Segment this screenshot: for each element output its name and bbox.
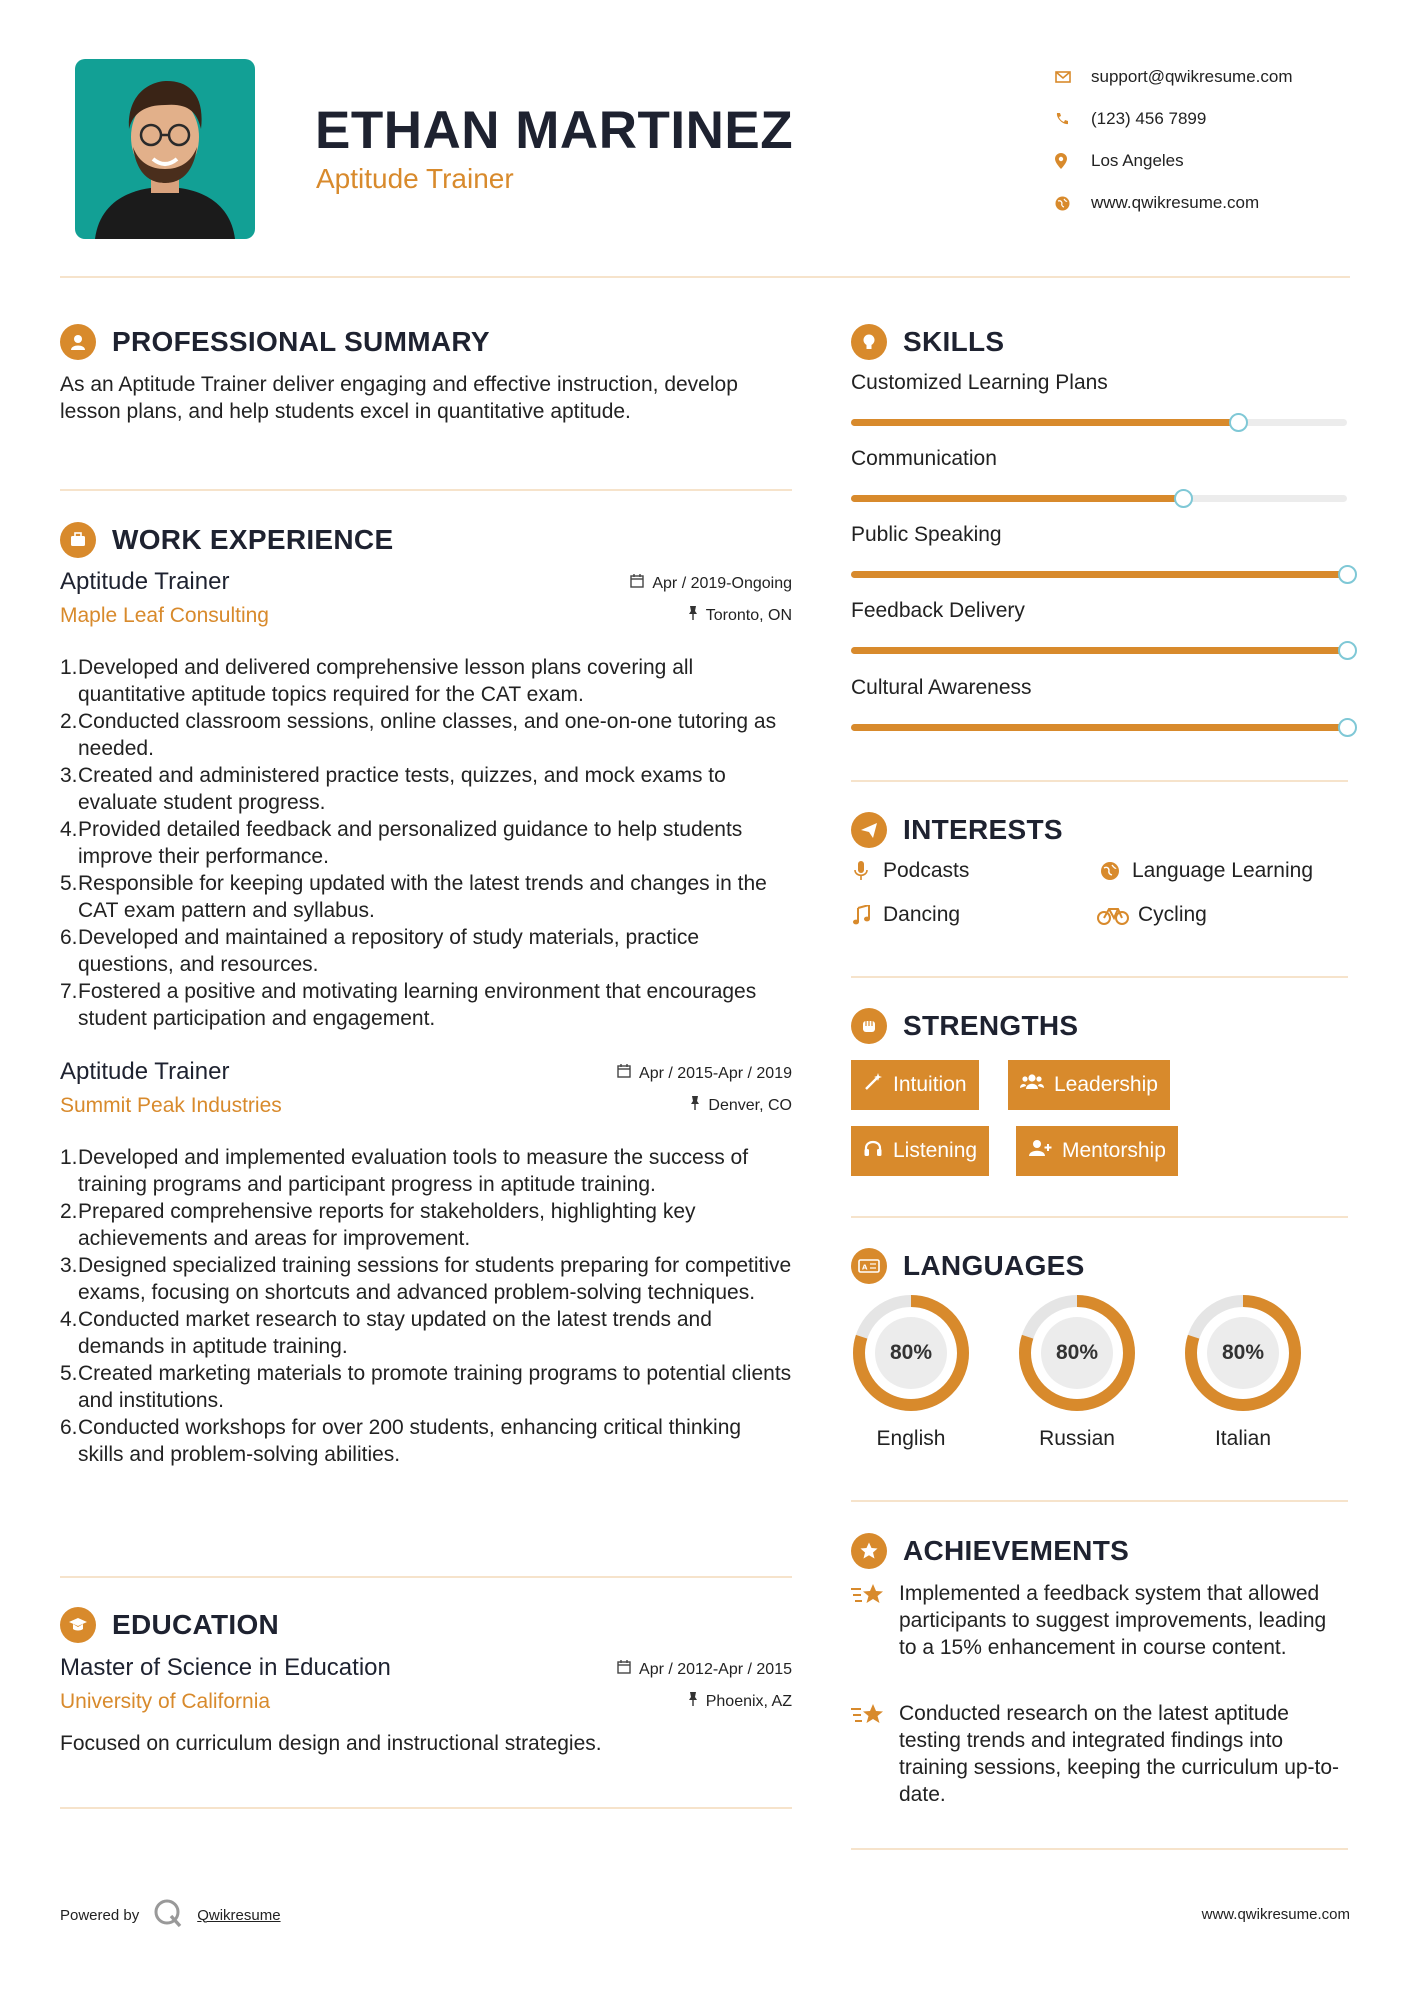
shooting-star-icon	[851, 1580, 885, 1661]
job-entry	[60, 568, 792, 1032]
envelope-icon	[1055, 71, 1091, 83]
strength-label: Intuition	[893, 1073, 967, 1096]
skill-label: Public Speaking	[851, 523, 1002, 546]
language-percent: 80%	[889, 1341, 933, 1364]
globe-icon	[1055, 196, 1091, 211]
languages-heading	[851, 1248, 1085, 1284]
qwikresume-logo-icon	[153, 1898, 183, 1932]
language-name: Russian	[1039, 1427, 1115, 1450]
user-plus-icon	[1028, 1138, 1052, 1164]
contact-email-text: support@qwikresume.com	[1091, 67, 1293, 86]
list-item-text: Prepared comprehensive reports for stakeholders, highlighting key achievements and areas for improvement.	[78, 1200, 696, 1250]
skill-label: Cultural Awareness	[851, 676, 1032, 699]
skill-item	[851, 599, 1351, 654]
microphone-icon	[847, 861, 875, 881]
bicycle-icon	[1096, 905, 1130, 925]
list-item: 2. Prepared comprehensive reports for stakeholders, highlighting key achievements and areas for improvement.	[60, 1198, 792, 1252]
job-date-text: Apr / 2015-Apr / 2019	[639, 1064, 792, 1082]
interest-label: Podcasts	[883, 859, 970, 882]
school: University of California	[60, 1690, 271, 1713]
education-divider	[60, 1807, 792, 1809]
interests-heading	[851, 812, 1063, 848]
list-item-text: Developed and implemented evaluation tools to measure the success of training programs and participant progress in aptitude training.	[78, 1146, 749, 1196]
footer-website[interactable]: www.qwikresume.com	[1201, 1906, 1350, 1923]
job-title: Aptitude Trainer	[60, 568, 230, 595]
language-name: Italian	[1214, 1427, 1272, 1450]
languages-divider	[851, 1500, 1348, 1502]
skill-label: Communication	[851, 447, 997, 470]
user-icon	[60, 324, 96, 360]
achievements-title: ACHIEVEMENTS	[903, 1535, 1130, 1566]
language-item	[849, 1291, 973, 1451]
strength-chip	[851, 1126, 989, 1176]
achievement-text: Implemented a feedback system that allowed participants to suggest improvements, leading to a 15% enhancement in course content.	[899, 1582, 1327, 1659]
star-icon	[851, 1533, 887, 1569]
headphones-icon	[863, 1138, 883, 1164]
list-item-text: Conducted classroom sessions, online classes, and one-on-one tutoring as needed.	[78, 710, 777, 760]
education-location-text: Phoenix, AZ	[705, 1692, 792, 1710]
skill-bar-fill	[851, 495, 1183, 502]
paper-plane-icon	[851, 812, 887, 848]
pushpin-icon	[688, 1692, 698, 1711]
achievement-item	[851, 1700, 1351, 1808]
users-icon	[1020, 1072, 1044, 1098]
skill-item	[851, 371, 1351, 426]
skills-heading	[851, 324, 1004, 360]
job-date	[630, 574, 792, 593]
education-heading	[60, 1607, 279, 1643]
degree: Master of Science in Education	[60, 1654, 391, 1681]
contact-website-text: www.qwikresume.com	[1091, 193, 1260, 212]
language-percent: 80%	[1055, 1341, 1099, 1364]
summary-divider	[60, 489, 792, 491]
skills-divider	[851, 780, 1348, 782]
languages-title: LANGUAGES	[903, 1250, 1085, 1281]
list-item-text: Developed and maintained a repository of study materials, practice questions, and resources.	[78, 926, 699, 976]
interests-divider	[851, 976, 1348, 978]
skill-bar	[851, 647, 1347, 654]
summary-heading	[60, 324, 490, 360]
interest-item	[1096, 859, 1313, 883]
skill-bar-knob	[1174, 489, 1193, 508]
job-entry	[60, 1058, 792, 1468]
svg-text:A: A	[862, 1263, 868, 1272]
skill-bar	[851, 419, 1347, 426]
music-note-icon	[847, 905, 875, 925]
strengths-heading	[851, 1008, 1078, 1044]
contact-block	[1055, 56, 1293, 224]
education-date-text: Apr / 2012-Apr / 2015	[639, 1660, 792, 1678]
skill-bar	[851, 571, 1347, 578]
list-item: 3. Created and administered practice tests, quizzes, and mock exams to evaluate student progress.	[60, 762, 792, 816]
map-pin-icon	[1055, 153, 1091, 169]
experience-heading	[60, 522, 393, 558]
strength-chip	[851, 1060, 979, 1110]
briefcase-icon	[60, 522, 96, 558]
education-location	[688, 1692, 792, 1711]
strength-chip	[1016, 1126, 1178, 1176]
contact-location	[1055, 140, 1293, 182]
list-item: 6. Developed and maintained a repository of study materials, practice questions, and resources.	[60, 924, 792, 978]
education-title: EDUCATION	[112, 1609, 280, 1640]
skills-title: SKILLS	[903, 326, 1005, 357]
skill-item	[851, 523, 1351, 578]
list-item-text: Conducted workshops for over 200 students, enhancing critical thinking skills and problem-solving abilities.	[78, 1416, 742, 1466]
achievement-text: Conducted research on the latest aptitude testing trends and integrated findings into training sessions, keeping the curriculum up-to-date.	[899, 1702, 1340, 1806]
strengths-title: STRENGTHS	[903, 1010, 1079, 1041]
achievements-divider	[851, 1848, 1348, 1850]
language-percent: 80%	[1221, 1341, 1265, 1364]
skill-label: Customized Learning Plans	[851, 371, 1108, 394]
achievement-item	[851, 1580, 1351, 1661]
candidate-role: Aptitude Trainer	[316, 163, 514, 194]
pushpin-icon	[688, 606, 698, 625]
skill-item	[851, 676, 1351, 731]
list-item-text: Designed specialized training sessions for students preparing for competitive exams, focusing on shortcuts and advanced problem-solving techniques.	[78, 1254, 792, 1304]
list-item-text: Fostered a positive and motivating learning environment that encourages student participation and engagement.	[78, 980, 757, 1030]
list-item-text: Developed and delivered comprehensive lesson plans covering all quantitative aptitude topics required for the CAT exam.	[78, 656, 694, 706]
shooting-star-icon	[851, 1700, 885, 1808]
strengths-divider	[851, 1216, 1348, 1218]
skill-bar-knob	[1338, 718, 1357, 737]
skill-bar-fill	[851, 647, 1347, 654]
contact-email[interactable]	[1055, 56, 1293, 98]
education-date	[617, 1660, 792, 1679]
skill-item	[851, 447, 1351, 502]
list-item: 7. Fostered a positive and motivating learning environment that encourages student participation and engagement.	[60, 978, 792, 1032]
contact-website[interactable]	[1055, 182, 1293, 224]
contact-phone[interactable]	[1055, 98, 1293, 140]
job-company: Summit Peak Industries	[60, 1094, 282, 1117]
list-item: 5. Created marketing materials to promote training programs to potential clients and institutions.	[60, 1362, 792, 1412]
skill-bar-knob	[1338, 641, 1357, 660]
experience-title: WORK EXPERIENCE	[112, 524, 394, 555]
achievements-heading	[851, 1533, 1129, 1569]
list-item-text: Created marketing materials to promote training programs to potential clients and institutions.	[78, 1362, 792, 1412]
contact-phone-text: (123) 456 7899	[1091, 109, 1207, 128]
education-entry	[60, 1654, 792, 1757]
experience-divider	[60, 1576, 792, 1578]
education-description: Focused on curriculum design and instructional strategies.	[60, 1732, 602, 1755]
list-item: 1. Developed and delivered comprehensive lesson plans covering all quantitative aptitude topics required for the CAT exam.	[60, 654, 792, 708]
list-item: 1. Developed and implemented evaluation tools to measure the success of training programs and participant progress in aptitude training.	[60, 1144, 792, 1198]
skill-bar-knob	[1229, 413, 1248, 432]
list-item: 5. Responsible for keeping updated with the latest trends and changes in the CAT exam pattern and syllabus.	[60, 870, 792, 924]
summary-text: As an Aptitude Trainer deliver engaging and effective instruction, develop lesson plans, and help students excel in quantitative aptitude.	[60, 373, 738, 423]
list-item: 3. Designed specialized training sessions for students preparing for competitive exams, focusing on shortcuts and advanced problem-solving techniques.	[60, 1254, 792, 1304]
interest-label: Cycling	[1138, 903, 1207, 926]
phone-icon	[1055, 112, 1091, 126]
interests-title: INTERESTS	[903, 814, 1063, 845]
skill-bar-fill	[851, 724, 1347, 731]
job-location	[690, 1096, 792, 1115]
strength-label: Leadership	[1054, 1073, 1158, 1096]
list-item-text: Created and administered practice tests, quizzes, and mock exams to evaluate student progress.	[78, 764, 726, 814]
interest-item	[847, 903, 960, 927]
interest-item	[847, 859, 969, 883]
skill-bar	[851, 724, 1347, 731]
interest-label: Dancing	[883, 903, 961, 926]
globe-icon	[1096, 861, 1124, 881]
fist-icon	[851, 1008, 887, 1044]
strength-label: Mentorship	[1062, 1139, 1166, 1162]
calendar-icon	[617, 1064, 631, 1083]
interest-item	[1096, 903, 1207, 927]
lightbulb-icon	[851, 324, 887, 360]
job-title: Aptitude Trainer	[60, 1058, 230, 1085]
pushpin-icon	[690, 1096, 700, 1115]
language-item	[1015, 1291, 1139, 1451]
profile-photo	[75, 59, 255, 239]
calendar-icon	[630, 574, 644, 593]
list-item: 4. Provided detailed feedback and personalized guidance to help students improve their performance.	[60, 816, 792, 870]
skill-bar-knob	[1338, 565, 1357, 584]
strength-chip	[1008, 1060, 1170, 1110]
job-location	[688, 606, 792, 625]
graduation-icon	[60, 1607, 96, 1643]
powered-by-label: Powered by	[60, 1906, 140, 1924]
list-item-text: Provided detailed feedback and personalized guidance to help students improve their performance.	[78, 818, 743, 868]
brand-link[interactable]: Qwikresume	[197, 1906, 281, 1924]
skill-bar-fill	[851, 571, 1347, 578]
list-item: 6. Conducted workshops for over 200 students, enhancing critical thinking skills and problem-solving abilities.	[60, 1414, 792, 1468]
skill-label: Feedback Delivery	[851, 599, 1025, 622]
candidate-name: ETHAN MARTINEZ	[315, 101, 794, 160]
interest-label: Language Learning	[1132, 859, 1314, 882]
language-item	[1181, 1291, 1305, 1451]
job-date	[617, 1064, 792, 1083]
job-location-text: Denver, CO	[708, 1096, 792, 1114]
list-item-text: Conducted market research to stay updated on the latest trends and demands in aptitude training.	[78, 1308, 712, 1358]
contact-location-text: Los Angeles	[1091, 151, 1184, 170]
language-name: English	[876, 1427, 946, 1450]
job-location-text: Toronto, ON	[705, 606, 792, 624]
list-item: 2. Conducted classroom sessions, online classes, and one-on-one tutoring as needed.	[60, 708, 792, 762]
skill-bar	[851, 495, 1347, 502]
job-company: Maple Leaf Consulting	[60, 604, 269, 627]
list-item-text: Responsible for keeping updated with the latest trends and changes in the CAT exam pattern and syllabus.	[78, 872, 767, 922]
skill-bar-fill	[851, 419, 1238, 426]
language-card-icon	[851, 1248, 887, 1284]
job-responsibilities	[60, 1144, 792, 1468]
strength-label: Listening	[893, 1139, 978, 1162]
job-responsibilities	[60, 654, 792, 1032]
magic-wand-icon	[863, 1072, 883, 1098]
header-divider	[60, 276, 1350, 278]
job-date-text: Apr / 2019-Ongoing	[652, 574, 792, 592]
calendar-icon	[617, 1660, 631, 1679]
footer-powered-by	[60, 1898, 281, 1932]
list-item: 4. Conducted market research to stay updated on the latest trends and demands in aptitude training.	[60, 1306, 792, 1360]
summary-title: PROFESSIONAL SUMMARY	[112, 326, 490, 357]
